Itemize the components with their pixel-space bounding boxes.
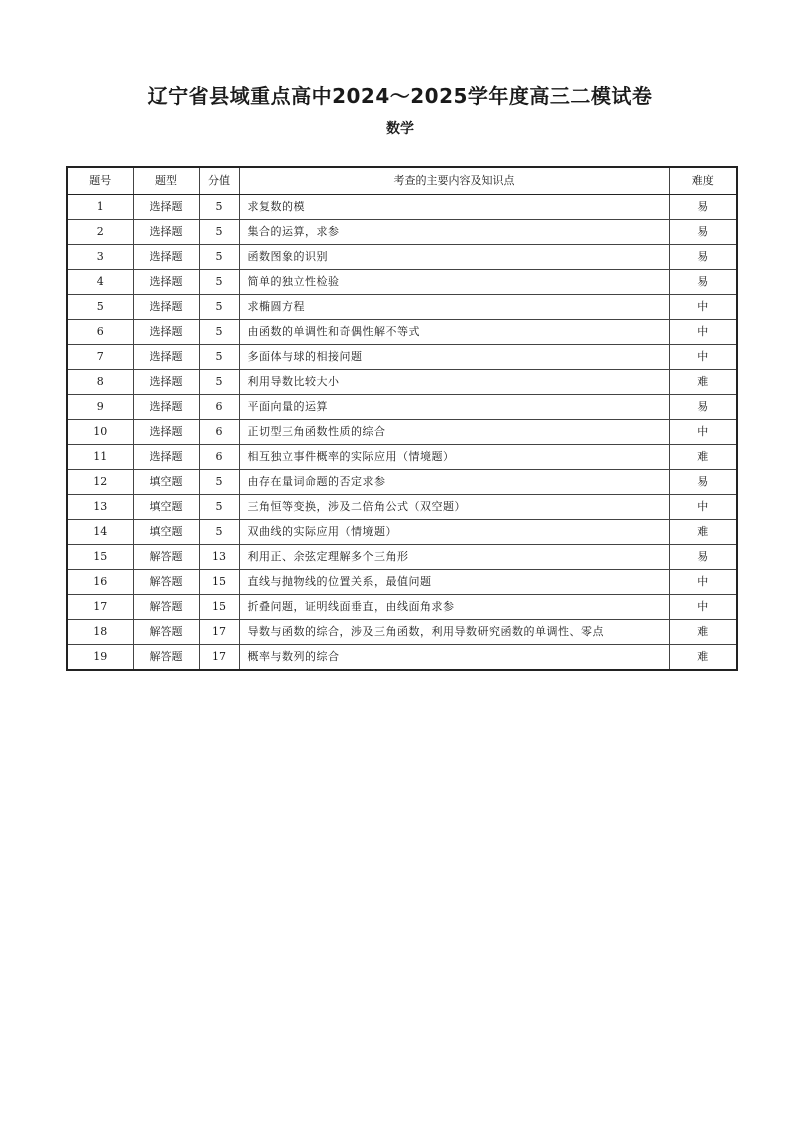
column-header-difficulty: 难度 — [669, 167, 737, 195]
question-type: 解答题 — [133, 645, 199, 671]
question-type: 填空题 — [133, 495, 199, 520]
question-type: 解答题 — [133, 620, 199, 645]
question-difficulty: 中 — [669, 570, 737, 595]
question-content: 正切型三角函数性质的综合 — [239, 420, 669, 445]
question-number: 8 — [67, 370, 133, 395]
question-type: 填空题 — [133, 470, 199, 495]
question-type: 选择题 — [133, 370, 199, 395]
question-difficulty: 中 — [669, 295, 737, 320]
question-type: 选择题 — [133, 445, 199, 470]
question-score: 5 — [199, 370, 239, 395]
question-difficulty: 中 — [669, 495, 737, 520]
table-row — [67, 645, 737, 671]
column-header-content: 考查的主要内容及知识点 — [239, 167, 669, 195]
subject-label: 数学 — [386, 121, 414, 137]
question-score: 15 — [199, 570, 239, 595]
question-content: 求椭圆方程 — [239, 295, 669, 320]
table-row — [67, 320, 737, 345]
question-difficulty: 难 — [669, 445, 737, 470]
question-type: 选择题 — [133, 220, 199, 245]
question-type: 解答题 — [133, 545, 199, 570]
question-score: 5 — [199, 195, 239, 220]
question-number: 19 — [67, 645, 133, 671]
question-score: 5 — [199, 295, 239, 320]
question-score: 5 — [199, 345, 239, 370]
question-type: 解答题 — [133, 595, 199, 620]
question-number: 6 — [67, 320, 133, 345]
question-number: 10 — [67, 420, 133, 445]
question-content: 双曲线的实际应用（情境题） — [239, 520, 669, 545]
question-content: 集合的运算，求参 — [239, 220, 669, 245]
question-difficulty: 难 — [669, 620, 737, 645]
question-number: 16 — [67, 570, 133, 595]
table-row — [67, 245, 737, 270]
table-row — [67, 620, 737, 645]
question-difficulty: 难 — [669, 645, 737, 671]
question-difficulty: 易 — [669, 545, 737, 570]
question-number: 2 — [67, 220, 133, 245]
question-number: 9 — [67, 395, 133, 420]
question-content: 平面向量的运算 — [239, 395, 669, 420]
question-content: 由函数的单调性和奇偶性解不等式 — [239, 320, 669, 345]
question-number: 18 — [67, 620, 133, 645]
question-number: 13 — [67, 495, 133, 520]
question-score: 17 — [199, 620, 239, 645]
question-content: 利用导数比较大小 — [239, 370, 669, 395]
table-row — [67, 420, 737, 445]
question-content: 多面体与球的相接问题 — [239, 345, 669, 370]
table-row — [67, 345, 737, 370]
question-content: 折叠问题，证明线面垂直，由线面角求参 — [239, 595, 669, 620]
table-row — [67, 295, 737, 320]
question-type: 选择题 — [133, 270, 199, 295]
question-difficulty: 易 — [669, 395, 737, 420]
question-number: 17 — [67, 595, 133, 620]
question-score: 15 — [199, 595, 239, 620]
question-content: 简单的独立性检验 — [239, 270, 669, 295]
question-content: 相互独立事件概率的实际应用（情境题） — [239, 445, 669, 470]
question-difficulty: 易 — [669, 220, 737, 245]
table-row — [67, 595, 737, 620]
question-content: 三角恒等变换，涉及二倍角公式（双空题） — [239, 495, 669, 520]
table-row — [67, 470, 737, 495]
question-type: 选择题 — [133, 195, 199, 220]
question-difficulty: 易 — [669, 245, 737, 270]
question-score: 5 — [199, 245, 239, 270]
question-score: 5 — [199, 220, 239, 245]
question-number: 4 — [67, 270, 133, 295]
question-number: 1 — [67, 195, 133, 220]
question-score: 5 — [199, 270, 239, 295]
question-score: 6 — [199, 395, 239, 420]
question-type: 选择题 — [133, 345, 199, 370]
question-difficulty: 难 — [669, 520, 737, 545]
question-score: 6 — [199, 445, 239, 470]
question-difficulty: 难 — [669, 370, 737, 395]
question-number: 12 — [67, 470, 133, 495]
question-content: 利用正、余弦定理解多个三角形 — [239, 545, 669, 570]
question-difficulty: 中 — [669, 420, 737, 445]
exam-spec-table — [66, 166, 738, 671]
question-type: 选择题 — [133, 420, 199, 445]
question-type: 选择题 — [133, 320, 199, 345]
question-difficulty: 中 — [669, 345, 737, 370]
table-row — [67, 395, 737, 420]
column-header-score: 分值 — [199, 167, 239, 195]
table-row — [67, 545, 737, 570]
question-score: 13 — [199, 545, 239, 570]
question-content: 由存在量词命题的否定求参 — [239, 470, 669, 495]
table-row — [67, 445, 737, 470]
column-header-number: 题号 — [67, 167, 133, 195]
question-content: 直线与抛物线的位置关系，最值问题 — [239, 570, 669, 595]
question-difficulty: 易 — [669, 470, 737, 495]
column-header-type: 题型 — [133, 167, 199, 195]
question-content: 导数与函数的综合，涉及三角函数，利用导数研究函数的单调性、零点 — [239, 620, 669, 645]
page-title: 辽宁省县域重点高中2024～2025学年度高三二模试卷 — [147, 84, 653, 108]
question-number: 5 — [67, 295, 133, 320]
question-score: 5 — [199, 470, 239, 495]
question-number: 11 — [67, 445, 133, 470]
question-content: 概率与数列的综合 — [239, 645, 669, 671]
question-score: 5 — [199, 320, 239, 345]
question-number: 15 — [67, 545, 133, 570]
question-score: 5 — [199, 520, 239, 545]
table-row — [67, 195, 737, 220]
question-content: 求复数的模 — [239, 195, 669, 220]
question-content: 函数图象的识别 — [239, 245, 669, 270]
question-type: 选择题 — [133, 395, 199, 420]
table-header-row — [67, 167, 737, 195]
table-row — [67, 495, 737, 520]
table-row — [67, 220, 737, 245]
question-type: 解答题 — [133, 570, 199, 595]
table-row — [67, 370, 737, 395]
question-type: 填空题 — [133, 520, 199, 545]
question-score: 17 — [199, 645, 239, 671]
question-score: 6 — [199, 420, 239, 445]
question-type: 选择题 — [133, 295, 199, 320]
question-difficulty: 易 — [669, 270, 737, 295]
question-difficulty: 中 — [669, 320, 737, 345]
question-difficulty: 易 — [669, 195, 737, 220]
question-number: 14 — [67, 520, 133, 545]
question-number: 3 — [67, 245, 133, 270]
question-type: 选择题 — [133, 245, 199, 270]
question-number: 7 — [67, 345, 133, 370]
table-row — [67, 270, 737, 295]
table-row — [67, 520, 737, 545]
table-row — [67, 570, 737, 595]
question-score: 5 — [199, 495, 239, 520]
question-difficulty: 中 — [669, 595, 737, 620]
